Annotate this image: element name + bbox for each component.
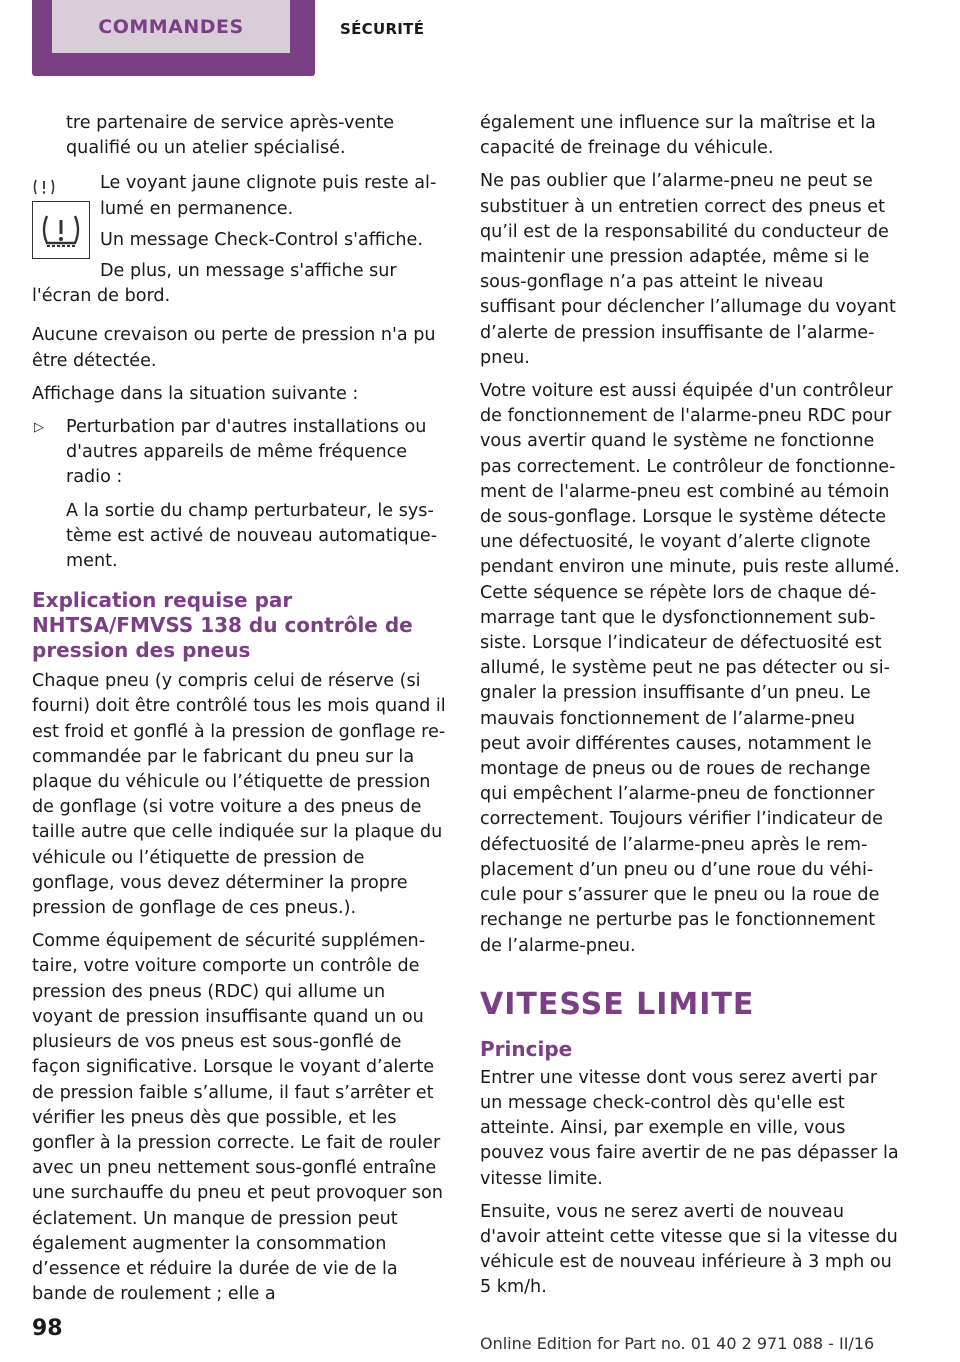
each-tire-paragraph: Chaque pneu (y compris celui de réserve (si fourni) doit être contrôlé tous les mois quand il est froid et gonflé à la pression de gonflage recommandée par le fabricant du pneu sur la plaque du véhicule ou l’étiquette de pression de gonflage (si votre voiture a des pneus de taille autre que celle indiquée sur la plaque du véhicule ou l’étiquette de pression de gonflage, vous devez déterminer la propre pression de gonflage de ces pneus.). [32,671,446,919]
safety-paragraph: Comme équipement de sécurité supplémentaire, votre voiture comporte un contrôle de pression des pneus (RDC) qui allume un voyant de pression insuffisante quand un ou plusieurs de vos pneus est sous-gonflé de façon significative. Lorsque le voyant d’alerte de pression faible s’allume, il faut s’arrêter et vérifier les pneus dès que possible, et les gonfler à la pression correcte. Le fait de rouler avec un pneu nettement sous-gonflé entraîne une surchauffe du pneu et peut provoquer son éclatement. Un manque de pression peut également augmenter la consommation d’essence et réduire la durée de vie de la bande de roulement ; elle a [32,931,443,1305]
intro-paragraph: tre partenaire de service après-vente qualifié ou un atelier spécialisé. [66,113,395,159]
no-puncture-paragraph: Aucune crevaison ou perte de pression n'a pu être détectée. [32,325,436,371]
tab-securite[interactable]: SÉCURITÉ [340,20,425,38]
triangle-bullet-icon: ▷ [34,420,44,436]
warning-line-1: Le voyant jaune clignote puis reste allumé en permanence. [100,173,437,219]
bullet-continuation: A la sortie du champ perturbateur, le système est activé de nouveau automatiquement. [66,500,438,572]
section-heading-vitesse-limite: VITESSE LIMITE [480,986,755,1022]
heading-principe: Principe [480,1036,573,1061]
warning-line-2: Un message Check-Control s'affiche. [100,229,423,250]
tire-pressure-warning-small-icon [32,177,56,197]
monitor-paragraph: Votre voiture est aussi équipée d'un contrôleur de fonctionnement de l'alarme-pneu RDC pour vous avertir quand le système ne fonctionne pas correctement. Le contrôleur de fonctionnement de l'alarme-pneu est combiné au témoin de sous-gonflage. Lorsque le système détecte une défectuosité, le voyant d’alerte clignote pendant environ une minute, puis reste allumé. Cette séquence se répète lors de chaque démarrage tant que le dysfonctionnement subsiste. Lorsque l’indicateur de défectuosité est allumé, le système peut ne pas détecter ou signaler la pression insuffisante d’un pneu. Le mauvais fonctionnement de l’alarme-pneu peut avoir différentes causes, notamment le montage de pneus ou de roues de rechange qui empêchent l’alarme-pneu de fonctionner correctement. Toujours vérifier l’indicateur de défectuosité de l’alarme-pneu après le remplacement d’un pneu ou d’une roue du véhicule pour s’assurer que le pneu ou la roue de rechange ne perturbe pas le fonctionnement de l’alarme-pneu. [480,381,900,956]
enter-speed-paragraph: Entrer une vitesse dont vous serez averti par un message check-control dès qu'elle est atteinte. Ainsi, par exemple en ville, vous pouvez vous faire avertir de ne pas dépasser la vitesse limite. [480,1067,899,1189]
then-paragraph: Ensuite, vous ne serez averti de nouveau d'avoir atteint cette vitesse que si la vitesse du véhicule est de nouveau inférieure à 3 mph ou 5 km/h. [480,1201,898,1298]
tire-pressure-warning-icon [32,201,90,259]
continuation-paragraph: également une influence sur la maîtrise et la capacité de freinage du véhicule. [480,113,876,159]
heading-nhtsa: Explication requise par NHTSA/FMVSS 138 du contrôle de pression des pneus [32,588,413,663]
list-item [32,415,448,574]
warning-block [32,171,448,309]
page-number: 98 [32,1316,63,1341]
not-substitute-paragraph: Ne pas oublier que l’alarme-pneu ne peut se substituer à un entretien correct des pneus et qu’il est de la responsabilité du conducteur de maintenir une pression adaptée, même si le sous-gonflage n’a pas atteint le niveau suffisant pour déclencher l’allumage du voyant d’alerte de pression insuffisante de l’alarme-pneu. [480,171,896,368]
display-paragraph: Affichage dans la situation suivante : [32,383,359,404]
warning-line-3: De plus, un message s'affiche sur l'écran de bord. [32,261,397,307]
tab-commandes-label: COMMANDES [98,15,244,38]
tab-commandes[interactable] [32,0,315,76]
footer-edition: Online Edition for Part no. 01 40 2 971 088 - II/16 [480,1334,875,1353]
left-column [32,111,448,1315]
right-column [480,111,900,1309]
bullet-text: Perturbation par d'autres installations ou d'autres appareils de même fréquence radio : [66,417,427,488]
tab-commandes-inner [52,0,290,53]
